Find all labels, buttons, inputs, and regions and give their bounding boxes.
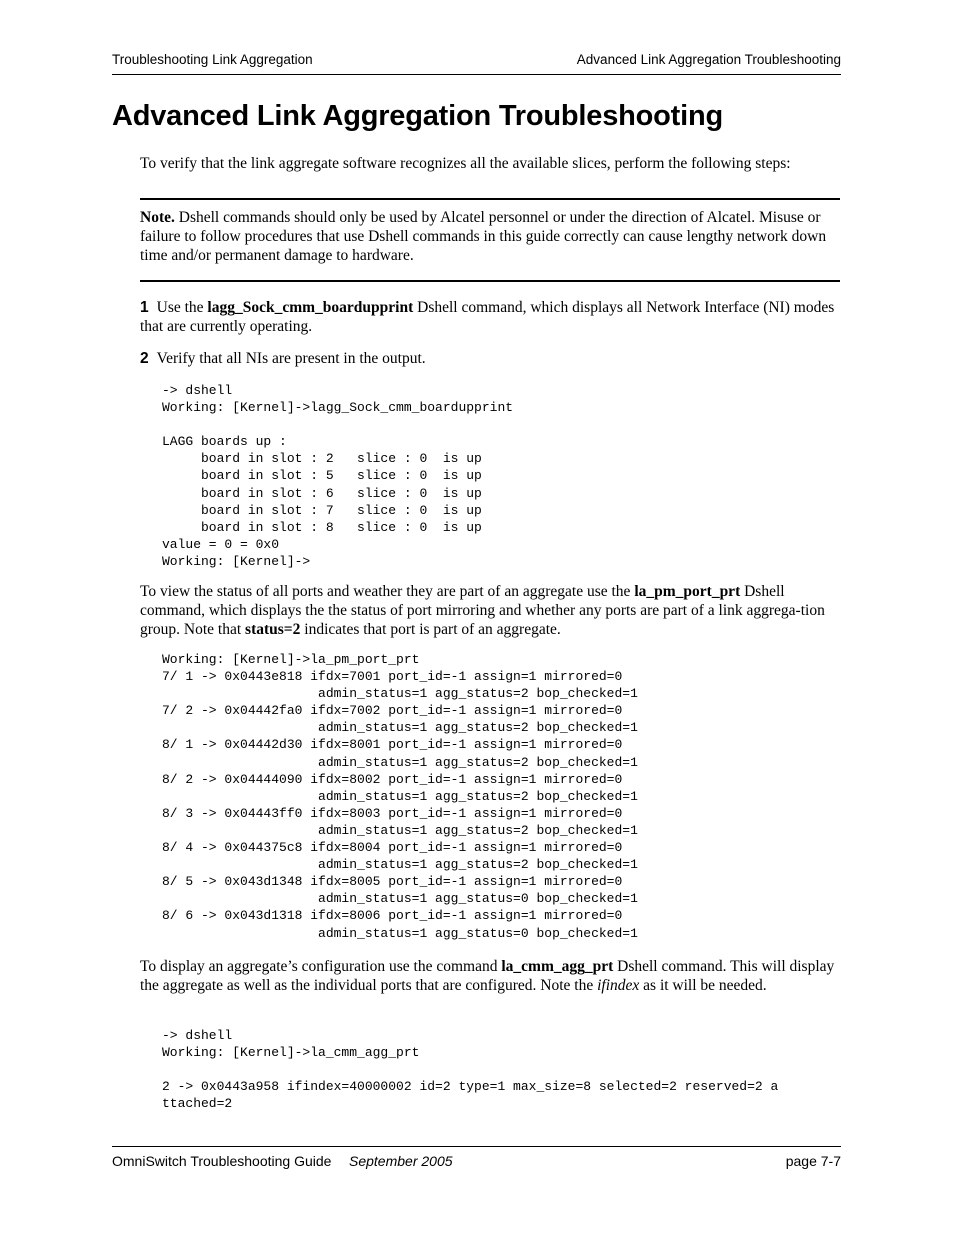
footer-guide-title: OmniSwitch Troubleshooting Guide: [112, 1153, 332, 1169]
para2-mid: Dshell command, which displays the the status of port mirroring and whether any ports are part of a link aggrega-tion group. Note that: [140, 583, 825, 638]
para2-post: indicates that port is part of an aggregate.: [300, 621, 561, 638]
para2-command: la_pm_port_prt: [634, 583, 741, 600]
intro-paragraph: To verify that the link aggregate software recognizes all the available slices, perform the following steps:: [140, 155, 791, 172]
page-title: Advanced Link Aggregation Troubleshooting: [112, 100, 724, 132]
step-1-post: Dshell command, which displays all Network Interface (NI) modes that are currently operating.: [140, 299, 835, 335]
footer-date: September 2005: [349, 1153, 453, 1169]
note-label: Note.: [140, 209, 175, 226]
step-2: [140, 349, 840, 368]
para3-post: as it will be needed.: [639, 977, 767, 994]
aggregate-config-paragraph: [140, 957, 840, 995]
step-2-number: 2: [140, 350, 149, 367]
note-text: Dshell commands should only be used by Alcatel personnel or under the direction of Alcatel. Misuse or failure to follow procedures that use Dshell commands in this guide correctly can cause lengthy network down time and/or permanent damage to hardware.: [140, 209, 827, 264]
step-2-text: Verify that all NIs are present in the output.: [156, 350, 426, 367]
step-1-pre: Use the: [156, 299, 208, 316]
code-block-boardupprint: -> dshell Working: [Kernel]->lagg_Sock_cmm_boardupprint LAGG boards up : board in slot : 2 slice : 0 is up board in slot : 5 slice : 0 is up board in slot : 6 slice : 0 is up board in slot : 7 slice : 0 is up board in slot : 8 slice : 0 is up value = 0 = 0x0 Working: [Kernel]->: [162, 383, 514, 569]
port-status-paragraph: [140, 582, 840, 639]
footer-page-number: page 7-7: [785, 1153, 841, 1169]
para3-command: la_cmm_agg_prt: [501, 958, 614, 975]
code-block-agg-prt: -> dshell Working: [Kernel]->la_cmm_agg_prt 2 -> 0x0443a958 ifindex=40000002 id=2 type=1 max_size=8 selected=2 reserved=2 a ttached=2: [162, 1028, 779, 1112]
header-chapter: Troubleshooting Link Aggregation: [112, 52, 313, 67]
running-header: [112, 52, 841, 75]
running-footer: [112, 1146, 841, 1173]
step-1-command: lagg_Sock_cmm_boardupprint: [207, 299, 414, 316]
header-section: Advanced Link Aggregation Troubleshooting: [576, 52, 841, 67]
para2-status: status=2: [245, 621, 301, 638]
para3-ifindex: ifindex: [597, 977, 640, 994]
note-paragraph: [140, 208, 840, 265]
para3-mid: Dshell command. This will display the aggregate as well as the individual ports that are configured. Note the: [140, 958, 835, 994]
para2-pre: To view the status of all ports and weather they are part of an aggregate use the: [140, 583, 635, 600]
code-block-port-prt: Working: [Kernel]->la_pm_port_prt 7/ 1 -> 0x0443e818 ifdx=7001 port_id=-1 assign=1 mirrored=0 admin_status=1 agg_status=2 bop_checked=1 7/ 2 -> 0x04442fa0 ifdx=7002 port_id=-1 assign=1 mirrored=0 admin_status=1 agg_status=2 bop_checked=1 8/ 1 -> 0x04442d30 ifdx=8001 port_id=-1 assign=1 mirrored=0 admin_status=1 agg_status=2 bop_checked=1 8/ 2 -> 0x04444090 ifdx=8002 port_id=-1 assign=1 mirrored=0 admin_status=1 agg_status=2 bop_checked=1 8/ 3 -> 0x04443ff0 ifdx=8003 port_id=-1 assign=1 mirrored=0 admin_status=1 agg_status=2 bop_checked=1 8/ 4 -> 0x044375c8 ifdx=8004 port_id=-1 assign=1 mirrored=0 admin_status=1 agg_status=2 bop_checked=1 8/ 5 -> 0x043d1348 ifdx=8005 port_id=-1 assign=1 mirrored=0 admin_status=1 agg_status=0 bop_checked=1 8/ 6 -> 0x043d1318 ifdx=8006 port_id=-1 assign=1 mirrored=0 admin_status=1 agg_status=0 bop_checked=1: [162, 652, 638, 941]
step-1-number: 1: [140, 299, 149, 316]
step-1: [140, 298, 840, 336]
note-box: [140, 198, 840, 282]
para3-pre: To display an aggregate’s configuration use the command: [140, 958, 502, 975]
